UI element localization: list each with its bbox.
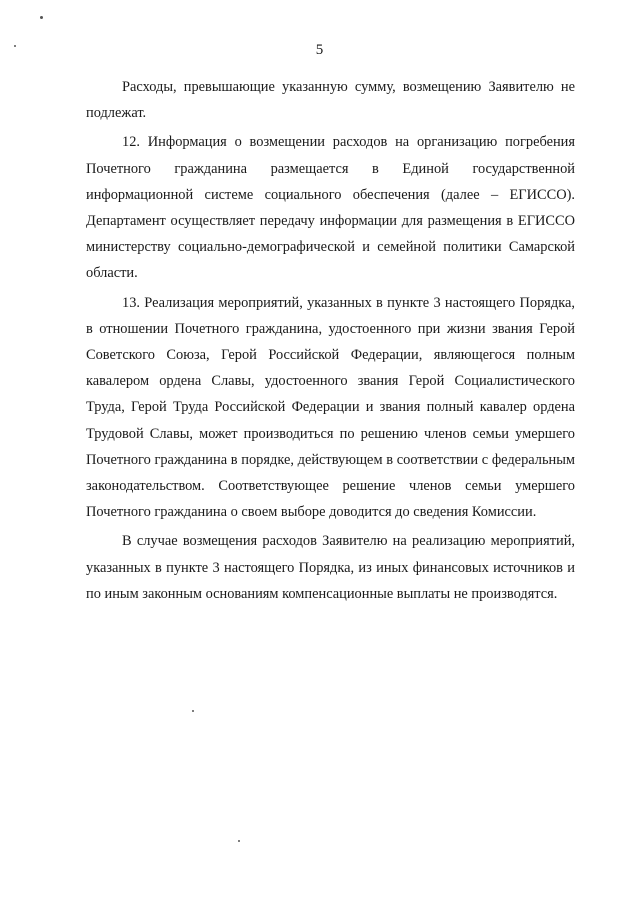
scan-speck — [40, 16, 43, 19]
paragraph-expenses-limit: Расходы, превышающие указанную сумму, возмещению Заявителю не подлежат. — [86, 79, 575, 122]
paragraph-13: 13. Реализация мероприятий, указанных в пункте 3 настоящего Порядка, в отношении Почетного гражданина, удостоенного при жизни звания Герой Советского Союза, Герой Российской Федерации, являющегося полным кавалером ордена Славы, удостоенного звания Герой Социалистического Труда, Герой Труда Российской Федерации и звания полный кавалер ордена Трудовой Славы, может производиться по решению членов семьи умершего Почетного гражданина в порядке, действующем в соответствии с федеральным законодательством. Соответствующее решение членов семьи умершего Почетного гражданина о своем выборе доводится до сведения Комиссии. — [86, 294, 575, 521]
paragraph-12: 12. Информация о возмещении расходов на организацию погребения Почетного гражданина размещается в Единой государственной информационной системе социального обеспечения (далее – ЕГИССО). Департамент осуществляет передачу информации для размещения в ЕГИССО министерству социально-демографической и семейной политики Самарской области. — [86, 134, 575, 282]
scan-speck — [192, 710, 194, 712]
paragraph-compensation: В случае возмещения расходов Заявителю на реализацию мероприятий, указанных в пункте 3 настоящего Порядка, из иных финансовых источников и по иным законным основаниям компенсационные выплаты не производятся. — [86, 533, 575, 602]
scan-speck — [238, 840, 240, 842]
page-number: 5 — [315, 42, 324, 58]
document-body — [86, 74, 575, 607]
